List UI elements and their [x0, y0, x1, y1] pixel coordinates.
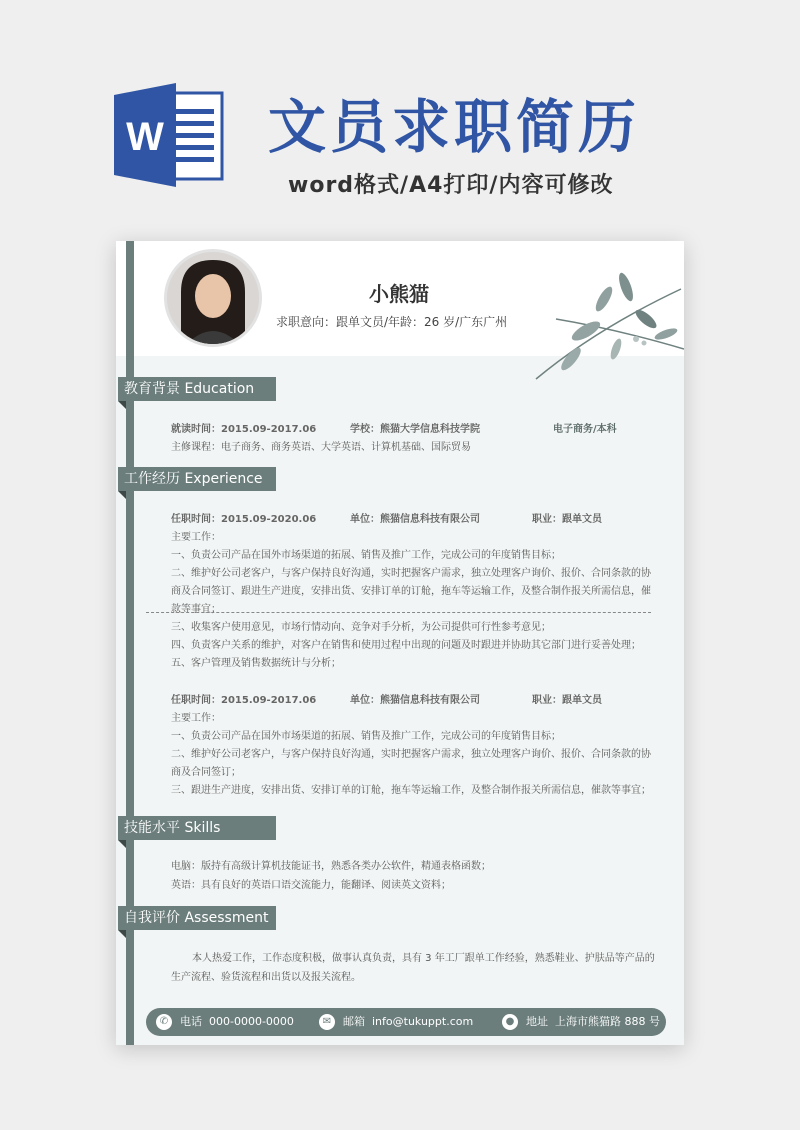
job-1-time: 任职时间：2015.09-2020.06 — [171, 514, 317, 525]
job-2-unit: 单位：熊猫信息科技有限公司 — [350, 695, 480, 706]
assessment-line: 生产流程、验货流程和出货以及报关流程。 — [171, 972, 361, 983]
job-2-line: 三、跟进生产进度，安排出货、安排订单的订舱，拖车等运输工作，及整合制作报关所需信息，催款等事宜； — [171, 785, 651, 796]
job-2-line: 一、负责公司产品在国外市场渠道的拓展、销售及推广工作，完成公司的年度销售目标； — [171, 731, 561, 742]
contact-bar — [146, 1008, 666, 1036]
section-education-heading: 教育背景 Education — [118, 377, 276, 401]
email-icon: ✉ — [319, 1014, 335, 1030]
job-1-line: 商及合同签订、跟进生产进度，安排出货、安排订单的订舱，拖车等运输工作，及整合制作报关所需信息，催 — [171, 586, 651, 597]
job-1-unit: 单位：熊猫信息科技有限公司 — [350, 514, 480, 525]
dashed-divider — [146, 612, 651, 613]
section-experience-heading: 工作经历 Experience — [118, 467, 276, 491]
job-1-line: 三、收集客户使用意见，市场行情动向、竞争对手分析，为公司提供可行性参考意见； — [171, 622, 551, 633]
resume-paper — [116, 241, 684, 1045]
job-1-line: 四、负责客户关系的维护，对客户在销售和使用过程中出现的问题及时跟进并协助其它部门进行妥善处理； — [171, 640, 641, 651]
contact-address: ● 地址 上海市熊猫路 888 号 — [502, 1008, 660, 1036]
avatar — [164, 249, 262, 347]
education-major: 电子商务/本科 — [553, 424, 617, 435]
job-2-line: 二、维护好公司老客户，与客户保持良好沟通，实时把握客户需求，独立处理客户询价、报价、合同条款的协 — [171, 749, 651, 760]
job-1-line: 二、维护好公司老客户，与客户保持良好沟通，实时把握客户需求，独立处理客户询价、报价、合同条款的协 — [171, 568, 651, 579]
job-1-line: 五、客户管理及销售数据统计与分析； — [171, 658, 341, 669]
job-1-line: 主要工作： — [171, 532, 221, 543]
job-2-line: 商及合同签订； — [171, 767, 241, 778]
education-time: 就读时间：2015.09-2017.06 — [171, 424, 317, 435]
job-1-line: 一、负责公司产品在国外市场渠道的拓展、销售及推广工作，完成公司的年度销售目标； — [171, 550, 561, 561]
skills-line: 英语：具有良好的英语口语交流能力，能翻译、阅读英文资料； — [171, 880, 451, 891]
job-1-line: 款等事宜； — [171, 604, 221, 615]
plant-decoration — [516, 259, 684, 389]
section-assessment-heading: 自我评价 Assessment — [118, 906, 276, 930]
job-2-role: 职业：跟单文员 — [532, 695, 602, 706]
job-2-time: 任职时间：2015.09-2017.06 — [171, 695, 317, 706]
phone-icon: ✆ — [156, 1014, 172, 1030]
word-logo-icon — [114, 83, 228, 187]
candidate-name: 小熊猫 — [369, 282, 429, 306]
education-school: 学校：熊猫大学信息科技学院 — [350, 424, 480, 435]
assessment-line: 本人热爱工作，工作态度积极，做事认真负责，具有 3 年工厂跟单工作经验，熟悉鞋业、护肤品等产品的 — [192, 953, 655, 964]
job-1-role: 职业：跟单文员 — [532, 514, 602, 525]
contact-phone: ✆ 电话 000-0000-0000 — [156, 1008, 294, 1036]
page-title: 文员求职简历 — [268, 93, 641, 161]
page-subtitle: word格式/A4打印/内容可修改 — [288, 173, 614, 198]
word-logo-letter: W — [126, 115, 164, 159]
location-icon: ● — [502, 1014, 518, 1030]
skills-line: 电脑：版持有高级计算机技能证书，熟悉各类办公软件，精通表格函数； — [171, 861, 491, 872]
contact-email: ✉ 邮箱 info@tukuppt.com — [319, 1008, 473, 1036]
job-2-line: 主要工作： — [171, 713, 221, 724]
job-intent: 求职意向：跟单文员/年龄：26 岁/广东广州 — [276, 315, 508, 329]
section-skills-heading: 技能水平 Skills — [118, 816, 276, 840]
education-courses: 主修课程：电子商务、商务英语、大学英语、计算机基础、国际贸易 — [171, 442, 471, 453]
